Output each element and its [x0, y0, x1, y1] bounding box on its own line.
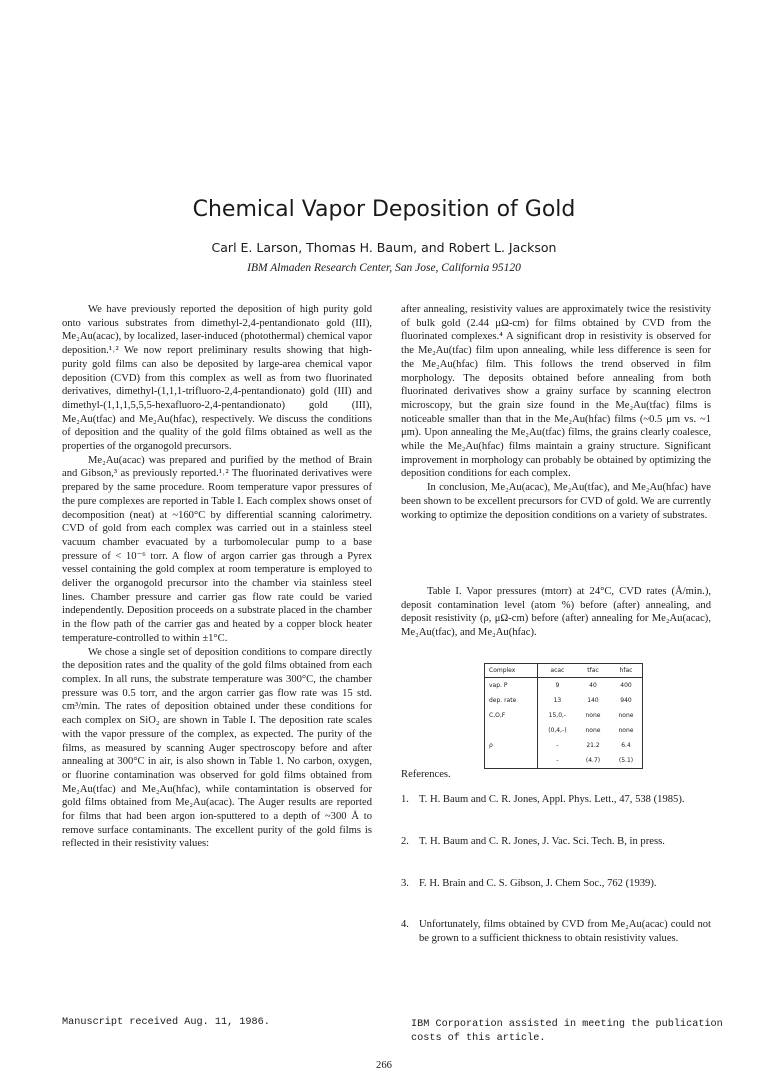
references-heading: References. [401, 769, 451, 780]
table-row [485, 708, 642, 723]
publication-cost-note: IBM Corporation assisted in meeting the publication costs of this article. [411, 1019, 723, 1044]
table-row [485, 738, 642, 753]
table-cell: - [556, 742, 559, 749]
reference-text: Unfortunately, films obtained by CVD from Me₂Au(acac) could not be grown to a sufficient thickness to obtain resistivity values. [419, 919, 711, 944]
table-row [485, 723, 642, 738]
paragraph-intro: We have previously reported the deposition of high purity gold onto various substrates from dimethyl-2,4-pentandionato gold (III), Me₂Au(acac), by localized, laser-induced (photothermal) chemical vapor deposition.¹˒² We now report preliminary results showing that high-purity gold films can also be deposited by large-area chemical vapor deposition (CVD) from this complex as well as from two fluorinated derivatives, dimethyl-(1,1,1-trifluoro-2,4-pentandionato) gold (III) and dimethyl-(1,1,1,5,5,5-hexafluoro-2,4-pentandionato) gold (III), Me₂Au(tfac) and Me₂Au(hfac), respectively. We discuss the conditions of deposition and the quality of the gold films obtained as well as the properties of the organogold precursors. [62, 304, 372, 453]
table-cell: 940 [620, 697, 632, 704]
affiliation: IBM Almaden Research Center, San Jose, California 95120 [247, 262, 521, 274]
reference-item [401, 793, 711, 807]
table-cell: none [585, 712, 601, 719]
reference-number: 3. [401, 878, 409, 889]
table-cell: 9 [555, 682, 560, 689]
table-cell [485, 723, 537, 738]
reference-number: 4. [401, 919, 409, 930]
table-row [485, 753, 642, 768]
paper-title: Chemical Vapor Deposition of Gold [192, 197, 576, 222]
table-cell [485, 753, 537, 768]
paragraph-deposition-conditions: We chose a single set of deposition conditions to compare directly the deposition rates and the quality of the gold films obtained from each complex. In all runs, the substrate temperature was 300°C, the chamber pressure was 0.5 torr, and the argon carrier gas flow rate was 15 std. cm³/min. The rates of deposition obtained under these conditions for each complex on SiO₂ are shown in Table I. The deposition rate scales with the vapor pressure of the complex, as expected. The purity of the films, as measured by scanning Auger spectroscopy before and after annealing at 300°C in air, is also shown in Table 1. No carbon, oxygen, or fluorine contamination was observed for gold films obtained from Me₂Au(tfac) and Me₂Au(hfac), while contamintation is observed for gold films obtained from Me₂Au(acac). The Auger results are reported for films that had been argon ion-sputtered to a depth of ~300 Å to remove surface contaminants. The excellent purity of the gold films is reflected in their resistivity values: [62, 646, 372, 850]
right-column [401, 303, 711, 522]
table-header-cell: acac [537, 664, 576, 678]
table-cell: none [585, 727, 601, 734]
table-header-row [485, 664, 642, 678]
paragraph-conclusion: In conclusion, Me₂Au(acac), Me₂Au(tfac), and Me₂Au(hfac) have been shown to be excellent precursors for CVD of gold. We are currently working to optimize the deposition conditions on a variety of substrates. [401, 482, 711, 521]
table-row [485, 693, 642, 708]
table-cell: 6.4 [621, 742, 631, 749]
reference-number: 2. [401, 836, 409, 847]
table-cell: (4.7) [585, 757, 601, 764]
left-column [62, 303, 372, 851]
paragraph-preparation: Me₂Au(acac) was prepared and purified by the method of Brain and Gibson,³ as previously reported.¹˒² The fluorinated derivatives were prepared by the same procedure. Room temperature vapor pressures of the pure complexes are reported in Table I. Each complex shows onset of decomposition (neat) at ~160°C by differential scanning calorimetry. CVD of gold from each complex was carried out in a stainless steel vacuum chamber evacuated by a turbomolecular pump to a base pressure of < 10⁻⁶ torr. A flow of argon carrier gas through a Pyrex vessel containing the gold complex at room temperature is employed to deliver the organogold precursor into the chamber via stainless steel lines. Chamber pressure and carrier gas flow rate could be varied independently. Deposition proceeds on a substrate placed in the chamber in the flow path of the carrier gas and heated by a copper block heater temperature-controlled to within ±1°C. [62, 454, 373, 644]
reference-item [401, 877, 711, 891]
table-cell: 140 [587, 697, 599, 704]
table-cell: ρ [485, 738, 537, 753]
table-cell: (0,4,-) [548, 727, 567, 734]
table-cell: (5.1) [618, 757, 634, 764]
reference-text: T. H. Baum and C. R. Jones, J. Vac. Sci. Tech. B, in press. [419, 836, 665, 847]
reference-item [401, 835, 711, 849]
manuscript-received-note: Manuscript received Aug. 11, 1986. [62, 1017, 270, 1028]
table-header-cell: hfac [609, 664, 642, 678]
paragraph-resistivity: after annealing, resistivity values are approximately twice the resistivity of bulk gold (2.44 μΩ-cm) for films obtained by CVD from the fluorinated complexes.⁴ A significant drop in resistivity is observed for the Me₂Au(tfac) film upon annealing, while less difference is seen for the Me₂Au(hfac) film. This follows the trend observed in film morphology. The deposits obtained before annealing from both fluorinated derivatives show a grainy surface by scanning electron microscopy, but the grain size found in the Me₂Au(tfac) films is noticeable smaller than that in the Me₂Au(hfac) films (~0.5 μm vs. ~1 μm). Upon annealing the Me₂Au(tfac) films, the grains clearly coalesce, while the Me₂Au(hfac) films maintain a grainy structure. Significant improvement in morphology can probably be obtained by optimizing the deposition conditions for each complex. [401, 304, 711, 480]
table-cell: 21.2 [586, 742, 600, 749]
table-cell: 40 [589, 682, 597, 689]
table-header-cell: tfac [576, 664, 609, 678]
table-cell: 13 [553, 697, 562, 704]
table-row [485, 678, 642, 694]
table-cell: 400 [620, 682, 632, 689]
reference-number: 1. [401, 794, 409, 805]
reference-text: F. H. Brain and C. S. Gibson, J. Chem Soc., 762 (1939). [419, 878, 657, 889]
reference-item [401, 918, 711, 945]
table-cell: dep. rate [485, 693, 537, 708]
table-cell: 15,0,- [548, 712, 567, 719]
table-cell: none [618, 727, 634, 734]
table-cell: none [618, 712, 634, 719]
table-header-cell: Complex [485, 664, 537, 678]
table-caption: Table I. Vapor pressures (mtorr) at 24°C, CVD rates (Å/min.), deposit contamination level (atom %) before (after) annealing, and deposit resistivity (ρ, μΩ-cm) before (after) annealing for Me₂Au(acac), Me₂Au(tfac), and Me₂Au(hfac). [401, 586, 711, 639]
page-number: 266 [376, 1060, 392, 1071]
reference-text: T. H. Baum and C. R. Jones, Appl. Phys. Lett., 47, 538 (1985). [419, 794, 685, 805]
vapor-pressure-table [484, 663, 643, 769]
table-cell: C,O,F [485, 708, 537, 723]
table-cell: vap. P [485, 678, 537, 694]
author-list: Carl E. Larson, Thomas H. Baum, and Robert L. Jackson [211, 240, 557, 255]
table-cell: - [556, 757, 559, 764]
